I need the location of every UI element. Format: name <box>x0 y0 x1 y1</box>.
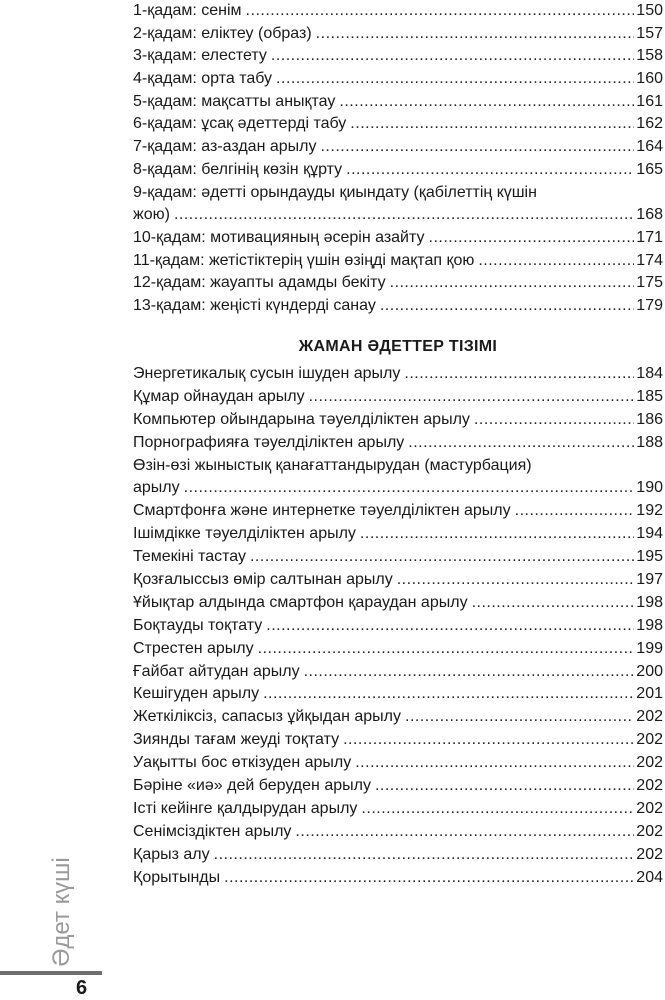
toc-entry: 3-қадам: елестету ..... 158 <box>133 45 663 68</box>
toc-entry: 13-қадам: жеңісті күндерді санау ..... 179 <box>133 295 663 318</box>
toc-entry: Уақытты бос өткізуден арылу ..... 202 <box>133 752 663 775</box>
toc-entry: 1-қадам: сенім ..... 150 <box>133 0 663 23</box>
toc-entry: 11-қадам: жетістіктерің үшін өзіңді мақтап қою ..... 174 <box>133 250 663 273</box>
toc-entry: Қозғалыссыз өмір салтынан арылу ..... 197 <box>133 569 663 592</box>
section-heading: ЖАМАН ӘДЕТТЕР ТІЗІМІ <box>298 338 498 355</box>
toc-entry: Қарыз алу ..... 202 <box>133 844 663 867</box>
toc-entry: 10-қадам: мотивацияның әсерін азайту ..... 171 <box>133 227 663 250</box>
page-number: 6 <box>76 977 88 999</box>
toc-entry: Порнографияға тәуелділіктен арылу ..... 188 <box>133 432 663 455</box>
toc-entry: Темекіні тастау ..... 195 <box>133 546 663 569</box>
toc-entry: Ғайбат айтудан арылу ..... 200 <box>133 661 663 684</box>
toc-entry: 6-қадам: ұсақ әдеттерді табу ..... 162 <box>133 113 663 136</box>
footer-rule <box>0 971 102 975</box>
toc-entry: арылу ..... 190 <box>133 477 663 500</box>
toc-entry: Сенімсіздіктен арылу ..... 202 <box>133 821 663 844</box>
toc-entry: Құмар ойнаудан арылу ..... 185 <box>133 386 663 409</box>
toc-entry: Бәріне «иә» дей беруден арылу ..... 202 <box>133 775 663 798</box>
toc-entry: Компьютер ойындарына тәуелділіктен арылу ..... 186 <box>133 409 663 432</box>
toc-entry-line1: 9-қадам: әдетті орындауды қиындату (қабілеттің күшін <box>133 183 537 201</box>
steps-list <box>133 0 663 318</box>
toc-entry: Боқтауды тоқтату ..... 198 <box>133 615 663 638</box>
toc-entry: Смартфонға және интернетке тәуелділіктен арылу ..... 192 <box>133 500 663 523</box>
toc-entry: Ішімдікке тәуелділіктен арылу ..... 194 <box>133 523 663 546</box>
toc-entry-line1: Өзін-өзі жыныстық қанағаттандырудан (мастурбация) <box>133 456 532 474</box>
toc-entry: 8-қадам: белгінің көзін құрту ..... 165 <box>133 159 663 182</box>
running-book-title: Әдет күші <box>48 857 75 967</box>
toc-entry: Ұйықтар алдында смартфон қараудан арылу ..... 198 <box>133 592 663 615</box>
toc-entry: 7-қадам: аз-аздан арылу ..... 164 <box>133 136 663 159</box>
toc-entry: Істі кейінге қалдырудан арылу ..... 202 <box>133 798 663 821</box>
toc-entry: Энергетикалық сусын ішуден арылу ..... 184 <box>133 363 663 386</box>
toc-entry: 4-қадам: орта табу ..... 160 <box>133 68 663 91</box>
toc-entry: 12-қадам: жауапты адамды бекіту ..... 175 <box>133 272 663 295</box>
toc-entry: Қорытынды ..... 204 <box>133 867 663 890</box>
toc-entry: Кешігуден арылу ..... 201 <box>133 683 663 706</box>
toc-entry: Жеткіліксіз, сапасыз ұйқыдан арылу ..... 202 <box>133 706 663 729</box>
toc-entry: Зиянды тағам жеуді тоқтату ..... 202 <box>133 729 663 752</box>
toc-entry: жою) ..... 168 <box>133 204 663 227</box>
toc-entry: 2-қадам: еліктеу (образ) ..... 157 <box>133 23 663 46</box>
bad-habits-list <box>133 363 663 889</box>
toc-entry: 5-қадам: мақсатты анықтау ..... 161 <box>133 91 663 114</box>
toc-entry: Стрестен арылу ..... 199 <box>133 638 663 661</box>
